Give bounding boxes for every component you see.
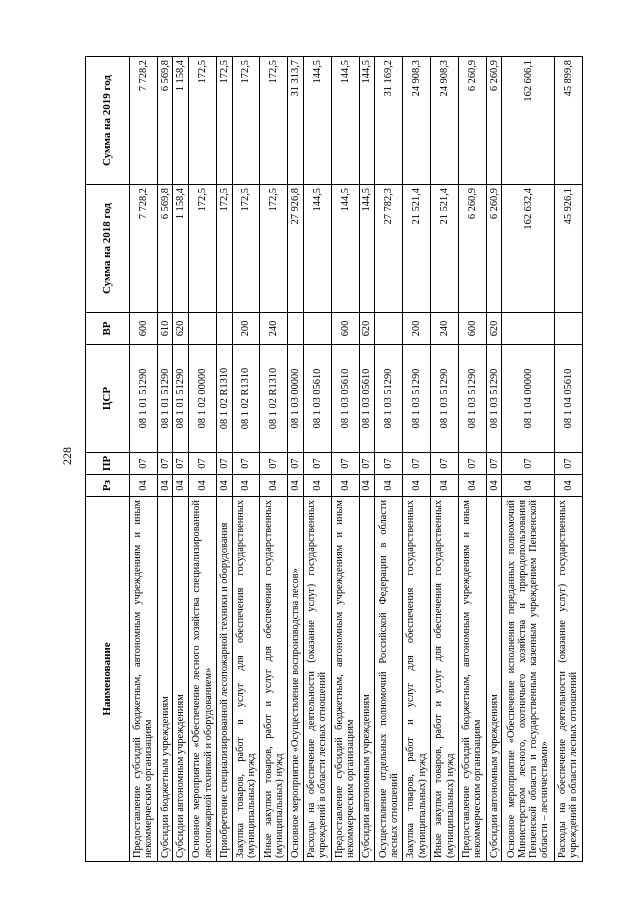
row-csr-cell: 08 1 04 05610 xyxy=(554,345,582,453)
row-rz-cell: 04 xyxy=(486,475,502,497)
row-sum-2018-cell: 27 926,8 xyxy=(288,185,304,313)
row-name-cell: Субсидии бюджетным учреждениям xyxy=(157,497,173,862)
row-rz-cell: 04 xyxy=(288,475,304,497)
row-pr-cell: 07 xyxy=(216,453,232,475)
row-name-cell: Иные закупки товаров, работ и услуг для обеспечения государственных (муниципальных) нужд xyxy=(260,497,288,862)
table-row xyxy=(232,57,260,862)
row-vr-cell xyxy=(502,313,555,345)
row-rz-cell: 04 xyxy=(130,475,158,497)
row-pr-cell: 07 xyxy=(359,453,375,475)
row-sum-2018-cell: 144,5 xyxy=(331,185,359,313)
row-csr-cell: 08 1 03 05610 xyxy=(331,345,359,453)
table-row xyxy=(359,57,375,862)
row-pr-cell: 07 xyxy=(502,453,555,475)
row-rz-cell: 04 xyxy=(403,475,431,497)
row-csr-cell: 08 1 01 51290 xyxy=(130,345,158,453)
row-sum-2019-cell: 7 728,2 xyxy=(130,57,158,185)
table-row xyxy=(303,57,331,862)
row-pr-cell: 07 xyxy=(173,453,189,475)
row-sum-2018-cell: 21 521,4 xyxy=(431,185,459,313)
row-sum-2019-cell: 45 899,8 xyxy=(554,57,582,185)
row-pr-cell: 07 xyxy=(130,453,158,475)
row-vr-cell: 200 xyxy=(232,313,260,345)
row-rz-cell: 04 xyxy=(173,475,189,497)
row-sum-2019-cell: 144,5 xyxy=(331,57,359,185)
row-rz-cell: 04 xyxy=(331,475,359,497)
row-name-cell: Предоставление субсидий бюджетным, автономным учреждениям и иным некоммерческим организациям xyxy=(458,497,486,862)
row-sum-2019-cell: 31 313,7 xyxy=(288,57,304,185)
row-csr-cell: 08 1 02 00000 xyxy=(189,345,217,453)
row-vr-cell xyxy=(288,313,304,345)
table-row xyxy=(502,57,555,862)
row-rz-cell: 04 xyxy=(502,475,555,497)
row-name-cell: Закупка товаров, работ и услуг для обеспечения государственных (муниципальных) нужд xyxy=(232,497,260,862)
row-pr-cell: 07 xyxy=(157,453,173,475)
row-vr-cell: 620 xyxy=(359,313,375,345)
table-row xyxy=(331,57,359,862)
row-sum-2018-cell: 172,5 xyxy=(216,185,232,313)
row-pr-cell: 07 xyxy=(331,453,359,475)
table-body xyxy=(130,57,583,862)
page-number: 228 xyxy=(60,447,74,465)
header-sum-2018: Сумма на 2018 год xyxy=(86,185,130,313)
row-vr-cell xyxy=(554,313,582,345)
row-csr-cell: 08 1 03 05610 xyxy=(303,345,331,453)
row-rz-cell: 04 xyxy=(260,475,288,497)
row-pr-cell: 07 xyxy=(554,453,582,475)
row-rz-cell: 04 xyxy=(189,475,217,497)
row-sum-2018-cell: 27 782,3 xyxy=(375,185,403,313)
row-vr-cell: 620 xyxy=(173,313,189,345)
table-row xyxy=(431,57,459,862)
row-sum-2018-cell: 144,5 xyxy=(359,185,375,313)
row-vr-cell xyxy=(216,313,232,345)
row-name-cell: Основное мероприятие «Обеспечение исполнения переданных полномочий Министерством лесного, охотничьего хозяйства и природопользования Пензенской области и государственным казенным учреждением Пензенской области – лесничествами» xyxy=(502,497,555,862)
table-row xyxy=(130,57,158,862)
row-pr-cell: 07 xyxy=(375,453,403,475)
row-csr-cell: 08 1 03 51290 xyxy=(403,345,431,453)
row-csr-cell: 08 1 01 51290 xyxy=(173,345,189,453)
row-sum-2019-cell: 31 169,2 xyxy=(375,57,403,185)
row-sum-2018-cell: 172,5 xyxy=(189,185,217,313)
row-name-cell: Приобретение специализированной лесопожарной техники и оборудования xyxy=(216,497,232,862)
row-sum-2019-cell: 24 908,3 xyxy=(431,57,459,185)
row-csr-cell: 08 1 01 51290 xyxy=(157,345,173,453)
row-sum-2018-cell: 45 926,1 xyxy=(554,185,582,313)
row-csr-cell: 08 1 03 51290 xyxy=(458,345,486,453)
header-sum-2019: Сумма на 2019 год xyxy=(86,57,130,185)
table-row xyxy=(458,57,486,862)
row-csr-cell: 08 1 03 00000 xyxy=(288,345,304,453)
row-sum-2018-cell: 6 569,8 xyxy=(157,185,173,313)
header-rz: Рз xyxy=(86,475,130,497)
row-sum-2018-cell: 6 260,9 xyxy=(458,185,486,313)
row-rz-cell: 04 xyxy=(375,475,403,497)
row-pr-cell: 07 xyxy=(189,453,217,475)
row-name-cell: Субсидии автономным учреждениям xyxy=(486,497,502,862)
row-vr-cell xyxy=(303,313,331,345)
row-sum-2018-cell: 144,5 xyxy=(303,185,331,313)
row-pr-cell: 07 xyxy=(486,453,502,475)
row-rz-cell: 04 xyxy=(232,475,260,497)
table-row xyxy=(173,57,189,862)
row-sum-2019-cell: 6 569,8 xyxy=(157,57,173,185)
row-sum-2018-cell: 172,5 xyxy=(260,185,288,313)
row-name-cell: Осуществление отдельных полномочий Российской Федерации в области лесных отношений xyxy=(375,497,403,862)
row-csr-cell: 08 1 03 51290 xyxy=(375,345,403,453)
row-name-cell: Расходы на обеспечение деятельности (оказание услуг) государственных учреждений в области лесных отношений xyxy=(303,497,331,862)
row-sum-2019-cell: 24 908,3 xyxy=(403,57,431,185)
row-csr-cell: 08 1 02 R1310 xyxy=(216,345,232,453)
table-row xyxy=(157,57,173,862)
row-vr-cell: 200 xyxy=(403,313,431,345)
row-sum-2018-cell: 7 728,2 xyxy=(130,185,158,313)
header-vr: ВР xyxy=(86,313,130,345)
row-sum-2019-cell: 144,5 xyxy=(303,57,331,185)
row-name-cell: Предоставление субсидий бюджетным, автономным учреждениям и иным некоммерческим организациям xyxy=(331,497,359,862)
row-name-cell: Предоставление субсидий бюджетным, автономным учреждениям и иным некоммерческим организациям xyxy=(130,497,158,862)
row-sum-2019-cell: 172,5 xyxy=(189,57,217,185)
header-pr: ПР xyxy=(86,453,130,475)
row-pr-cell: 07 xyxy=(288,453,304,475)
row-csr-cell: 08 1 02 R1310 xyxy=(260,345,288,453)
row-csr-cell: 08 1 02 R1310 xyxy=(232,345,260,453)
row-csr-cell: 08 1 03 51290 xyxy=(486,345,502,453)
row-name-cell: Иные закупки товаров, работ и услуг для обеспечения государственных (муниципальных) нужд xyxy=(431,497,459,862)
row-vr-cell: 610 xyxy=(157,313,173,345)
row-name-cell: Субсидии автономным учреждениям xyxy=(359,497,375,862)
row-pr-cell: 07 xyxy=(232,453,260,475)
row-sum-2018-cell: 172,5 xyxy=(232,185,260,313)
row-name-cell: Субсидии автономным учреждениям xyxy=(173,497,189,862)
row-pr-cell: 07 xyxy=(431,453,459,475)
budget-table xyxy=(85,56,583,862)
row-pr-cell: 07 xyxy=(458,453,486,475)
table-row xyxy=(403,57,431,862)
table-row xyxy=(375,57,403,862)
header-name: Наименование xyxy=(86,497,130,862)
row-rz-cell: 04 xyxy=(303,475,331,497)
table-row xyxy=(189,57,217,862)
row-vr-cell: 240 xyxy=(431,313,459,345)
row-pr-cell: 07 xyxy=(260,453,288,475)
row-rz-cell: 04 xyxy=(431,475,459,497)
row-name-cell: Основное мероприятие «Осуществление воспроизводства лесов» xyxy=(288,497,304,862)
table-row xyxy=(216,57,232,862)
row-vr-cell: 620 xyxy=(486,313,502,345)
row-name-cell: Расходы на обеспечение деятельности (оказание услуг) государственных учреждений в области лесных отношений xyxy=(554,497,582,862)
row-rz-cell: 04 xyxy=(216,475,232,497)
row-vr-cell: 600 xyxy=(331,313,359,345)
table-row xyxy=(260,57,288,862)
row-vr-cell xyxy=(375,313,403,345)
table-header-row xyxy=(86,57,130,862)
row-sum-2018-cell: 162 632,4 xyxy=(502,185,555,313)
row-sum-2019-cell: 6 260,9 xyxy=(486,57,502,185)
row-vr-cell: 240 xyxy=(260,313,288,345)
header-csr: ЦСР xyxy=(86,345,130,453)
row-sum-2019-cell: 1 158,4 xyxy=(173,57,189,185)
table-row xyxy=(486,57,502,862)
row-csr-cell: 08 1 03 05610 xyxy=(359,345,375,453)
row-vr-cell: 600 xyxy=(458,313,486,345)
row-rz-cell: 04 xyxy=(359,475,375,497)
row-sum-2018-cell: 1 158,4 xyxy=(173,185,189,313)
row-sum-2019-cell: 172,5 xyxy=(260,57,288,185)
row-sum-2019-cell: 172,5 xyxy=(232,57,260,185)
row-name-cell: Основное мероприятие «Обеспечение лесного хозяйства специализированной лесопожарной техникой и оборудованием» xyxy=(189,497,217,862)
row-rz-cell: 04 xyxy=(458,475,486,497)
row-sum-2019-cell: 172,5 xyxy=(216,57,232,185)
row-name-cell: Закупка товаров, работ и услуг для обеспечения государственных (муниципальных) нужд xyxy=(403,497,431,862)
row-pr-cell: 07 xyxy=(403,453,431,475)
row-sum-2019-cell: 144,5 xyxy=(359,57,375,185)
row-pr-cell: 07 xyxy=(303,453,331,475)
row-vr-cell xyxy=(189,313,217,345)
table-row xyxy=(288,57,304,862)
row-vr-cell: 600 xyxy=(130,313,158,345)
row-rz-cell: 04 xyxy=(554,475,582,497)
table-row xyxy=(554,57,582,862)
row-rz-cell: 04 xyxy=(157,475,173,497)
row-sum-2018-cell: 21 521,4 xyxy=(403,185,431,313)
row-csr-cell: 08 1 03 51290 xyxy=(431,345,459,453)
row-sum-2019-cell: 6 260,9 xyxy=(458,57,486,185)
row-csr-cell: 08 1 04 00000 xyxy=(502,345,555,453)
row-sum-2018-cell: 6 260,9 xyxy=(486,185,502,313)
row-sum-2019-cell: 162 606,1 xyxy=(502,57,555,185)
rotated-page-content xyxy=(85,57,583,862)
